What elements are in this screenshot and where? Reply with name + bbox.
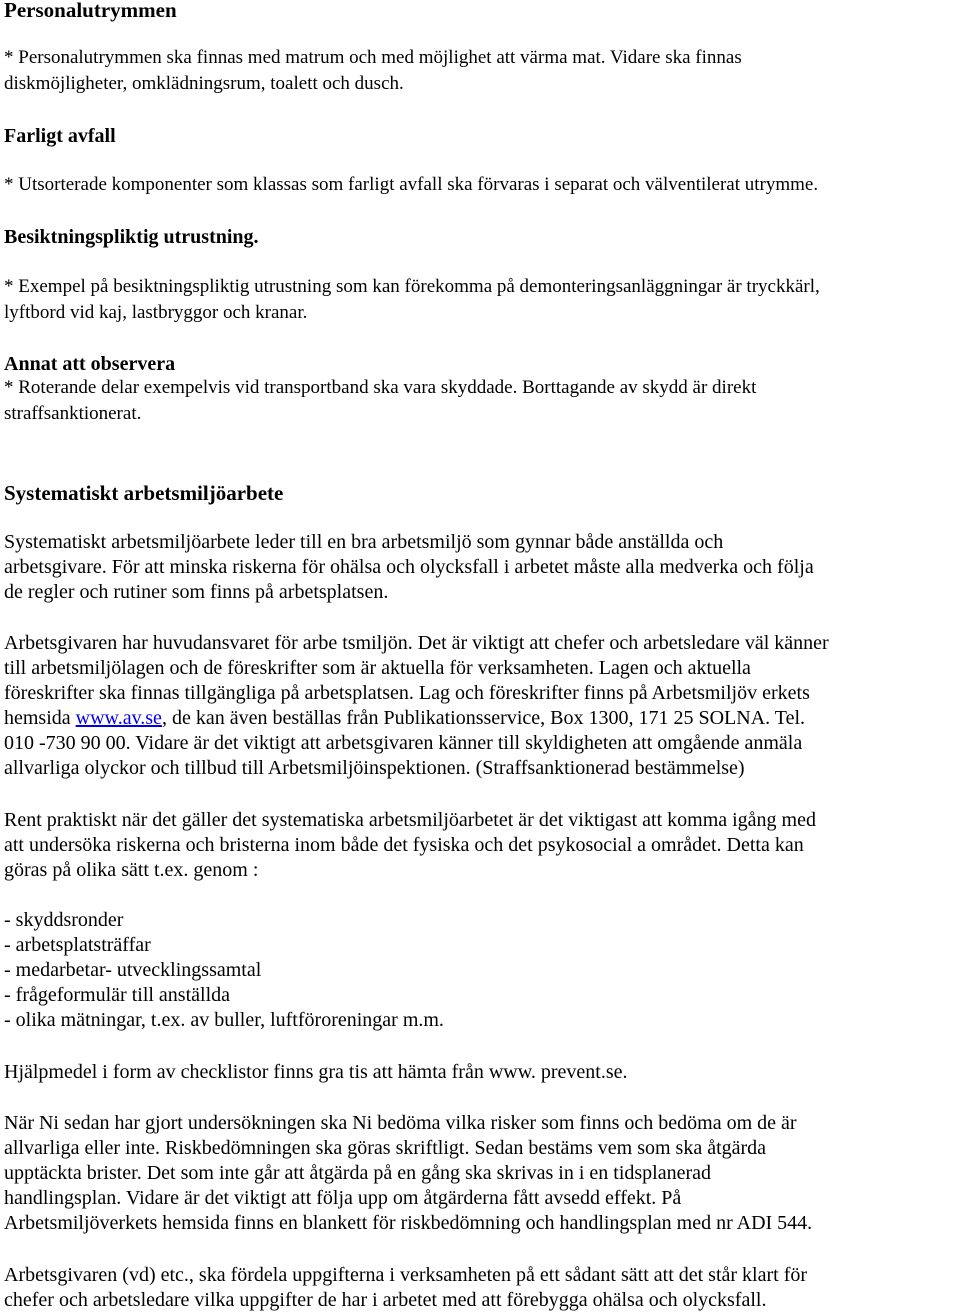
text-line: Arbetsgivaren (vd) etc., ska fördela uppgifterna i verksamheten på ett sådant sätt att det står klart för <box>4 1264 808 1286</box>
av-se-link[interactable]: www.av.se <box>75 707 162 729</box>
text-line: När Ni sedan har gjort undersökningen ska Ni bedöma vilka risker som finns och bedöma om de är <box>4 1112 797 1134</box>
heading-farligt-avfall: Farligt avfall <box>4 125 116 147</box>
text-line: Arbetsmiljöverkets hemsida finns en blankett för riskbedömning och handlingsplan med nr ADI 544. <box>4 1212 813 1234</box>
text-line: * Exempel på besiktningspliktig utrustning som kan förekomma på demonteringsanläggningar är tryckkärl, <box>4 276 820 297</box>
text-line: föreskrifter ska finnas tillgängliga på arbetsplatsen. Lag och föreskrifter finns på Arbetsmiljöv erkets <box>4 682 810 704</box>
list-item: - olika mätningar, t.ex. av buller, luftföroreningar m.m. <box>4 1009 444 1031</box>
heading-annat-att-observera: Annat att observera <box>4 353 176 375</box>
list-item: - arbetsplatsträffar <box>4 934 151 956</box>
text-segment: , de kan även beställas från Publikationsservice, Box 1300, 171 25 SOLNA. Tel. <box>161 707 806 729</box>
text-line: de regler och rutiner som finns på arbetsplatsen. <box>4 581 389 603</box>
text-line: att undersöka riskerna och bristerna inom både det fysiska och det psykosocial a området. Detta kan <box>4 834 804 856</box>
heading-personalutrymmen: Personalutrymmen <box>4 0 177 22</box>
text-line: Arbetsgivaren har huvudansvaret för arbe tsmiljön. Det är viktigt att chefer och arbetsledare väl känner <box>4 632 829 654</box>
text-line <box>4 707 805 730</box>
text-line: diskmöjligheter, omklädningsrum, toalett och dusch. <box>4 73 404 94</box>
text-line: till arbetsmiljölagen och de föreskrifter som är aktuella för verksamheten. Lagen och aktuella <box>4 657 751 679</box>
text-line: * Roterande delar exempelvis vid transportband ska vara skyddade. Borttagande av skydd är direkt <box>4 377 757 398</box>
text-segment: hemsida <box>4 707 76 729</box>
text-line: allvarliga olyckor och tillbud till Arbetsmiljöinspektionen. (Straffsanktionerad bestämmelse) <box>4 757 745 779</box>
list-item: - skyddsronder <box>4 909 124 931</box>
text-line: upptäckta brister. Det som inte går att åtgärda på en gång ska skrivas in i en tidsplanerad <box>4 1162 712 1184</box>
text-line: 010 -730 90 00. Vidare är det viktigt att arbetsgivaren känner till skyldigheten att omgående anmäla <box>4 732 803 754</box>
text-line: * Personalutrymmen ska finnas med matrum och med möjlighet att värma mat. Vidare ska finnas <box>4 47 742 68</box>
text-line: allvarliga eller inte. Riskbedömningen ska göras skriftligt. Sedan bestäms vem som ska åtgärda <box>4 1137 767 1159</box>
heading-systematiskt: Systematiskt arbetsmiljöarbete <box>4 481 284 505</box>
text-line: arbetsgivare. För att minska riskerna för ohälsa och olycksfall i arbetet måste alla medverka och följa <box>4 556 814 578</box>
list-item: - medarbetar- utvecklingssamtal <box>4 959 262 981</box>
text-line: straffsanktionerat. <box>4 403 142 424</box>
text-line: lyftbord vid kaj, lastbryggor och kranar. <box>4 302 308 323</box>
list-item: - frågeformulär till anställda <box>4 984 231 1006</box>
text-line: Rent praktiskt när det gäller det systematiska arbetsmiljöarbetet är det viktigast att komma igång med <box>4 809 816 831</box>
text-line: göras på olika sätt t.ex. genom : <box>4 859 259 881</box>
heading-besiktningspliktig: Besiktningspliktig utrustning. <box>4 226 259 248</box>
text-line: * Utsorterade komponenter som klassas som farligt avfall ska förvaras i separat och välventilerat utrymme. <box>4 174 819 195</box>
text-line: chefer och arbetsledare vilka uppgifter de har i arbetet med att förebygga ohälsa och olycksfall. <box>4 1289 767 1311</box>
text-line: Systematiskt arbetsmiljöarbete leder till en bra arbetsmiljö som gynnar både anställda och <box>4 531 724 553</box>
text-line: handlingsplan. Vidare är det viktigt att följa upp om åtgärderna fått avsedd effekt. På <box>4 1187 682 1209</box>
text-line: Hjälpmedel i form av checklistor finns gra tis att hämta från www. prevent.se. <box>4 1061 628 1083</box>
